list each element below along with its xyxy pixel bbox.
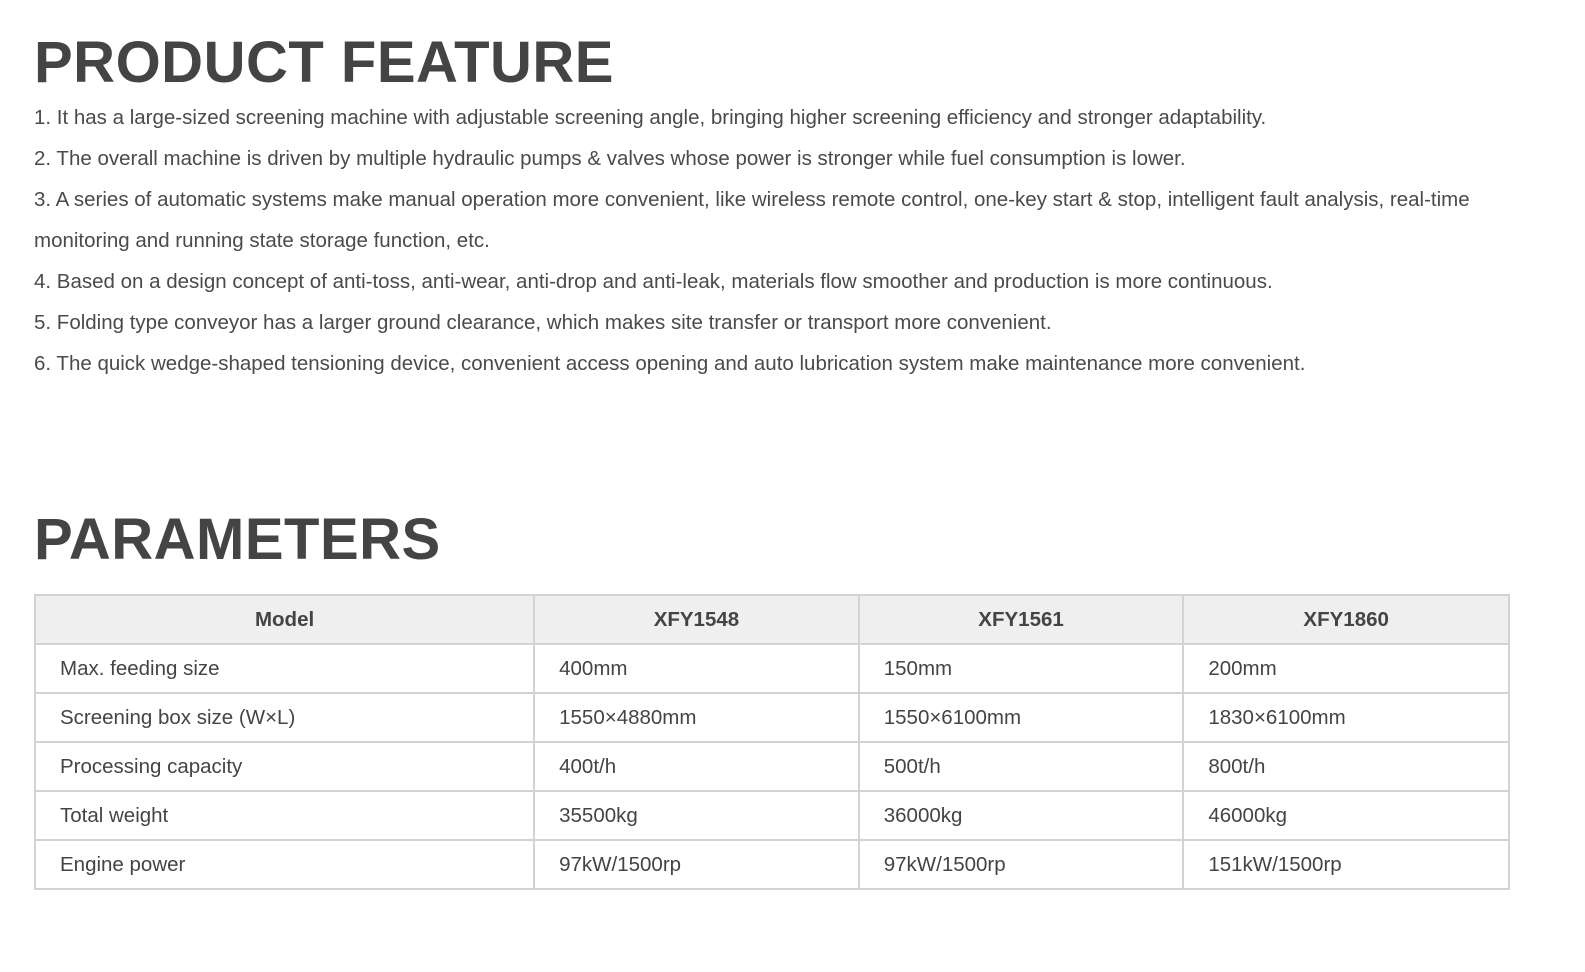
table-header-row — [35, 595, 1509, 644]
header-model: Model — [35, 595, 534, 644]
header-xfy1561: XFY1561 — [859, 595, 1184, 644]
row-label: Max. feeding size — [35, 644, 534, 693]
table-row — [35, 840, 1509, 889]
row-label: Engine power — [35, 840, 534, 889]
header-xfy1860: XFY1860 — [1183, 595, 1509, 644]
row-label: Screening box size (W×L) — [35, 693, 534, 742]
table-cell: 35500kg — [534, 791, 859, 840]
table-cell: 200mm — [1183, 644, 1509, 693]
table-cell: 46000kg — [1183, 791, 1509, 840]
table-cell: 151kW/1500rp — [1183, 840, 1509, 889]
header-xfy1548: XFY1548 — [534, 595, 859, 644]
table-cell: 36000kg — [859, 791, 1184, 840]
table-row — [35, 742, 1509, 791]
feature-item: 5. Folding type conveyor has a larger ground clearance, which makes site transfer or transport more convenient. — [34, 311, 1052, 334]
table-cell: 1550×6100mm — [859, 693, 1184, 742]
parameters-table — [34, 594, 1510, 890]
table-row — [35, 791, 1509, 840]
row-label: Total weight — [35, 791, 534, 840]
table-row — [35, 644, 1509, 693]
table-cell: 97kW/1500rp — [859, 840, 1184, 889]
table-cell: 500t/h — [859, 742, 1184, 791]
table-cell: 400mm — [534, 644, 859, 693]
product-feature-title: PRODUCT FEATURE — [34, 30, 614, 95]
table-cell: 800t/h — [1183, 742, 1509, 791]
table-cell: 1550×4880mm — [534, 693, 859, 742]
table-cell: 1830×6100mm — [1183, 693, 1509, 742]
table-cell: 400t/h — [534, 742, 859, 791]
feature-item: 6. The quick wedge-shaped tensioning device, convenient access opening and auto lubrication system make maintenance more convenient. — [34, 352, 1306, 375]
parameters-title: PARAMETERS — [34, 507, 441, 572]
feature-item: 4. Based on a design concept of anti-toss, anti-wear, anti-drop and anti-leak, materials flow smoother and production is more continuous. — [34, 270, 1273, 293]
feature-item: 1. It has a large-sized screening machine with adjustable screening angle, bringing higher screening efficiency and stronger adaptability. — [34, 106, 1267, 129]
row-label: Processing capacity — [35, 742, 534, 791]
table-cell: 97kW/1500rp — [534, 840, 859, 889]
feature-item: 3. A series of automatic systems make manual operation more convenient, like wireless remote control, one-key start & stop, intelligent fault analysis, real-time monitoring and running state storage function, etc. — [34, 188, 1470, 252]
feature-item: 2. The overall machine is driven by multiple hydraulic pumps & valves whose power is stronger while fuel consumption is lower. — [34, 147, 1186, 170]
table-row — [35, 693, 1509, 742]
table-cell: 150mm — [859, 644, 1184, 693]
feature-list — [34, 97, 1550, 384]
